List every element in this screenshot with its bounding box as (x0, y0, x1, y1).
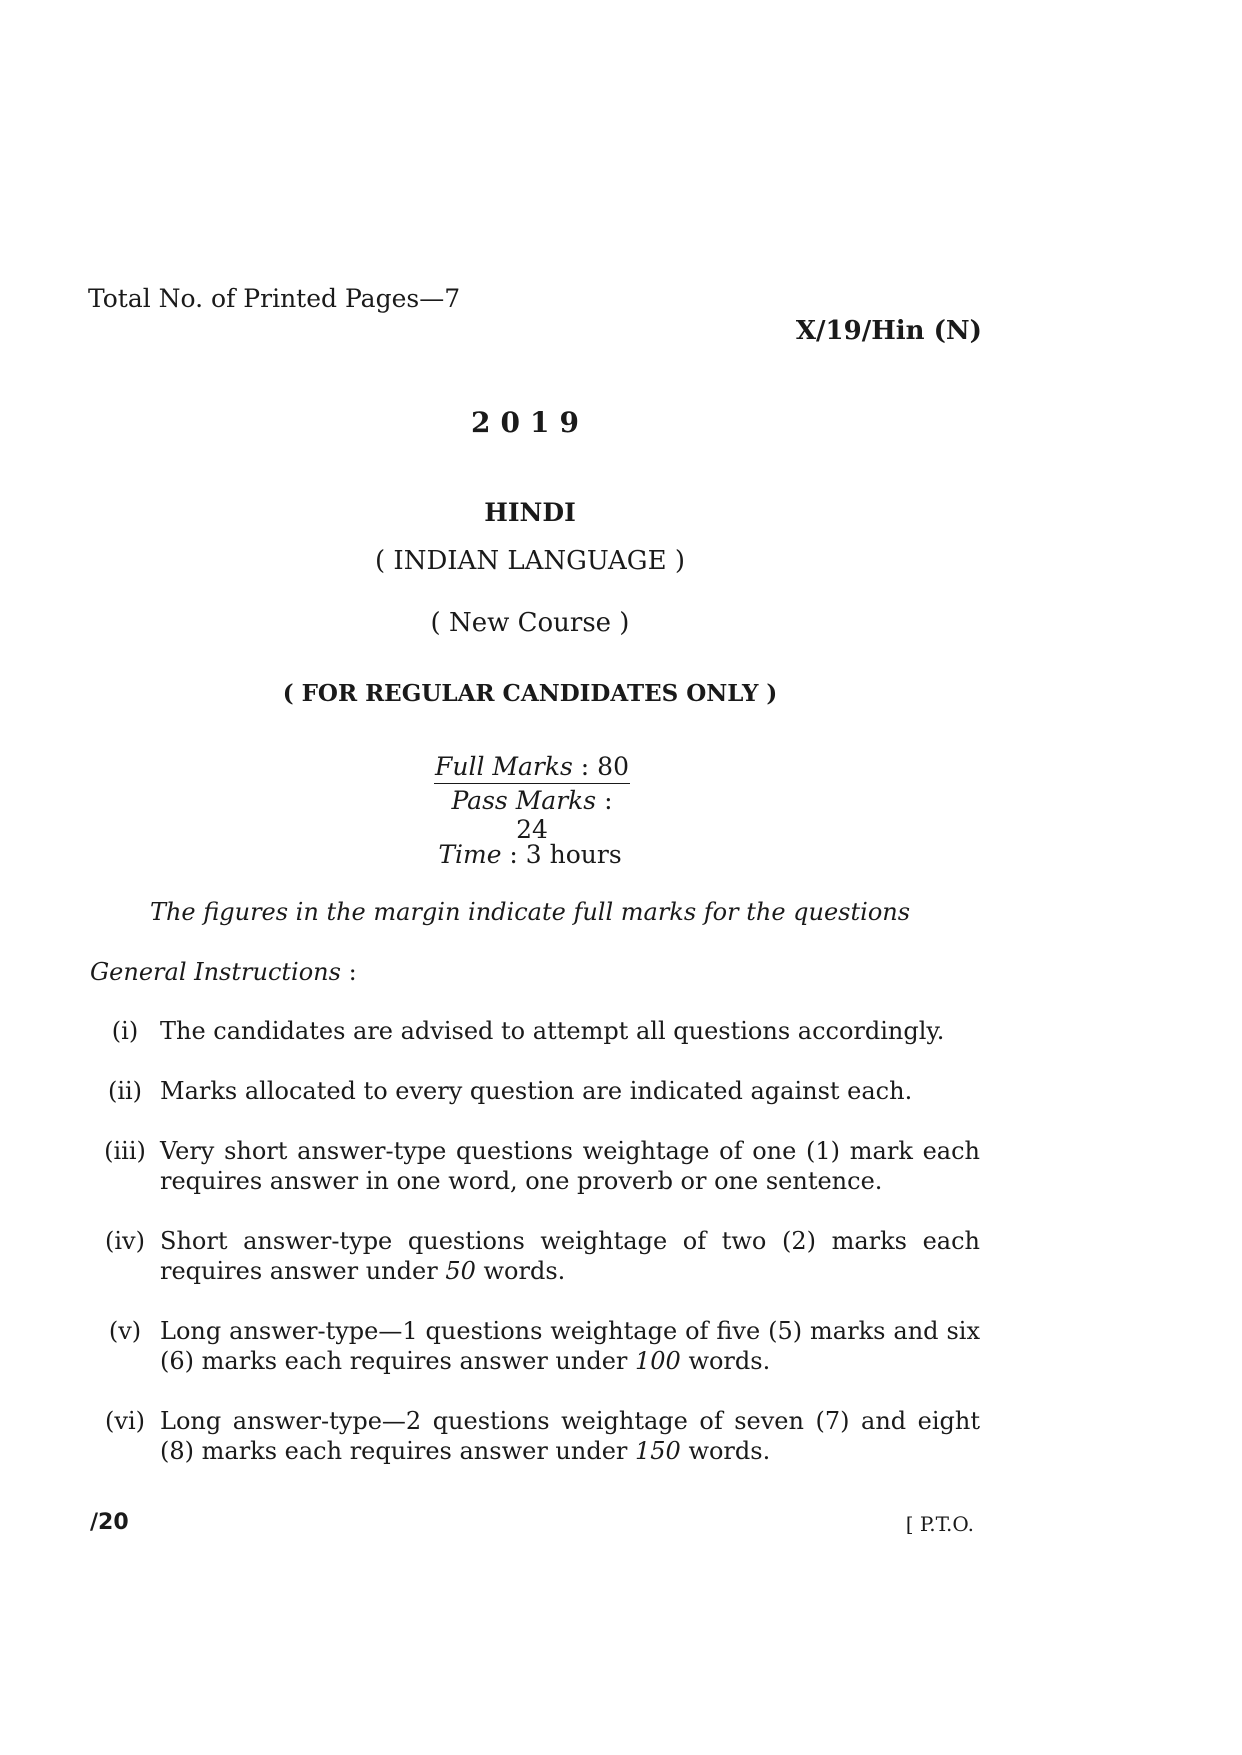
item-text: The candidates are advised to attempt all questions accordingly. (160, 1017, 945, 1045)
printed-pages-count: Total No. of Printed Pages—7 (88, 284, 461, 313)
marks-block (434, 752, 630, 844)
full-marks-value: : 80 (572, 752, 629, 781)
item-text (160, 1316, 980, 1376)
item-text-part: Long answer-type—1 questions weightage of five (5) marks and six (6) marks each requires answer under (160, 1317, 980, 1375)
exam-year: 2019 (471, 406, 589, 439)
pto-note: [ P.T.O. (905, 1512, 974, 1536)
margin-note: The figures in the margin indicate full marks for the questions (149, 898, 911, 926)
item-number: (iii) (104, 1137, 146, 1165)
list-item (90, 1406, 980, 1466)
list-item (90, 1226, 980, 1286)
marks-divider (434, 783, 630, 784)
list-item (90, 1076, 980, 1106)
full-marks-label: Full Marks (435, 752, 573, 781)
full-marks (434, 752, 630, 781)
item-number: (vi) (105, 1407, 145, 1435)
subject-subtitle: ( INDIAN LANGUAGE ) (375, 546, 685, 576)
heading-colon: : (340, 958, 357, 986)
item-text-part: words. (680, 1437, 771, 1465)
course-type: ( New Course ) (430, 608, 630, 638)
item-text-part: words. (680, 1347, 771, 1375)
item-number: (ii) (107, 1077, 143, 1105)
word-limit: 50 (445, 1257, 476, 1285)
item-text (160, 1406, 980, 1466)
word-limit: 150 (635, 1437, 681, 1465)
paper-code: X/19/Hin (N) (795, 316, 982, 346)
time-label: Time (438, 840, 502, 869)
candidates-note: ( FOR REGULAR CANDIDATES ONLY ) (282, 680, 778, 707)
exam-time (0, 840, 1060, 869)
item-text-part: Long answer-type—2 questions weightage of seven (7) and eight (8) marks each requires answer under (160, 1407, 980, 1465)
item-text-part: words. (475, 1257, 566, 1285)
time-value: : 3 hours (501, 840, 622, 869)
item-number: (iv) (105, 1227, 145, 1255)
item-number: (i) (111, 1017, 139, 1045)
pass-marks-value: : 24 (516, 786, 613, 844)
general-instructions-heading (90, 958, 357, 986)
word-limit: 100 (635, 1347, 681, 1375)
pass-marks (434, 786, 630, 844)
item-text-part: Short answer-type questions weightage of two (2) marks each requires answer under (160, 1227, 980, 1285)
instructions-list (90, 1016, 980, 1496)
list-item (90, 1136, 980, 1196)
list-item (90, 1316, 980, 1376)
pass-marks-label: Pass Marks (451, 786, 597, 815)
item-number: (v) (108, 1317, 142, 1345)
list-item (90, 1016, 980, 1046)
item-text: Marks allocated to every question are indicated against each. (160, 1077, 913, 1105)
subject-title: HINDI (484, 498, 576, 527)
page-code: /20 (90, 1510, 129, 1535)
item-text (160, 1226, 980, 1286)
general-instructions-label: General Instructions (90, 958, 341, 986)
item-text: Very short answer-type questions weightage of one (1) mark each requires answer in one word, one proverb or one sentence. (160, 1137, 980, 1195)
